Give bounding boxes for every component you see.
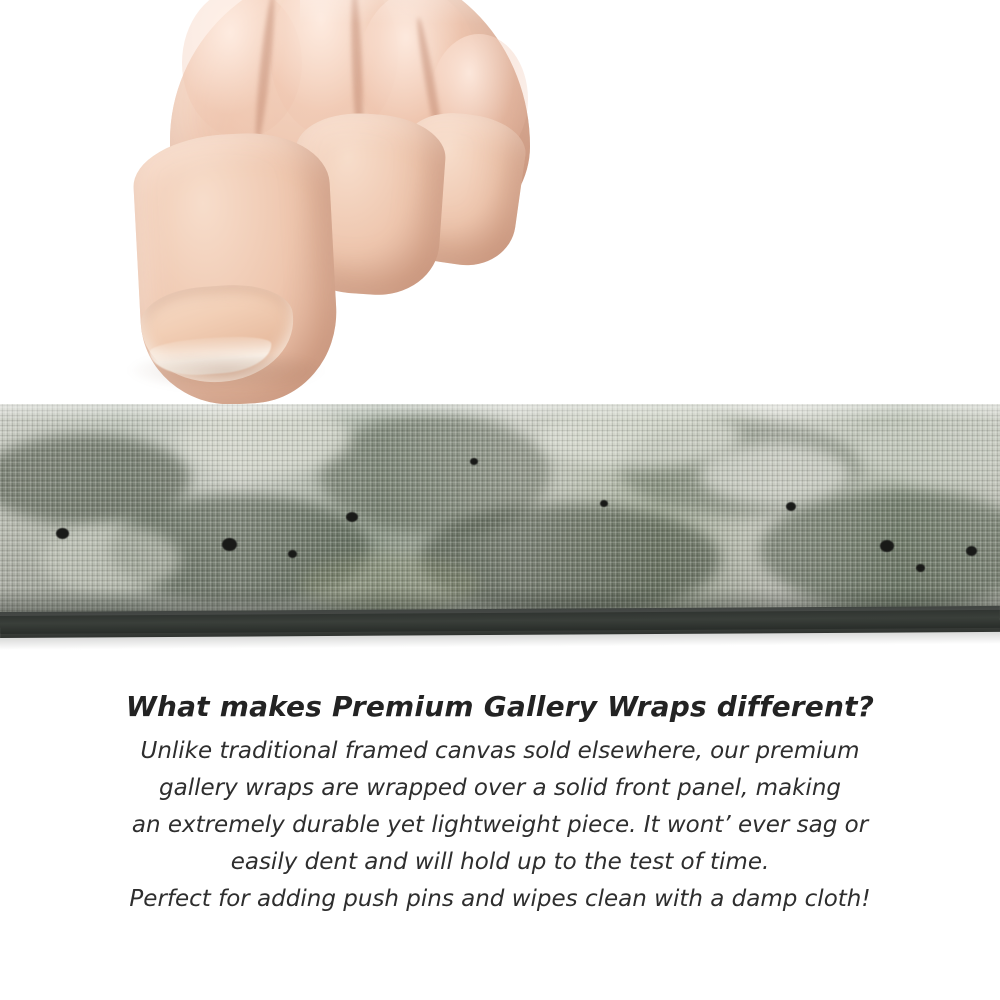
canvas-speck: [916, 564, 925, 572]
hand-graphic: [120, 0, 550, 434]
canvas-weave-horizontal: [0, 404, 1000, 618]
canvas-speck: [288, 550, 297, 558]
canvas-speck: [786, 502, 796, 511]
canvas-top-highlight: [0, 404, 1000, 420]
canvas-speck: [966, 546, 977, 556]
canvas-wrap-edge: [0, 404, 1000, 618]
caption-line: gallery wraps are wrapped over a solid front panel, making: [159, 775, 841, 801]
fingertip-contact-shadow: [126, 356, 326, 392]
caption-block: [0, 690, 1000, 918]
caption-line: Perfect for adding push pins and wipes clean with a damp cloth!: [129, 886, 871, 912]
canvas-speck: [600, 500, 608, 507]
caption-line: Unlike traditional framed canvas sold elsewhere, our premium: [140, 738, 860, 764]
canvas-speck: [56, 528, 69, 539]
canvas-speck: [222, 538, 237, 551]
canvas-speck: [470, 458, 478, 465]
wrist-fade: [300, 0, 550, 24]
caption-line: easily dent and will hold up to the test of time.: [230, 849, 770, 875]
canvas-speck: [346, 512, 358, 522]
caption-line: an extremely durable yet lightweight piece. It wont’ ever sag or: [131, 812, 869, 838]
caption-title: What makes Premium Gallery Wraps different?: [125, 690, 875, 723]
canvas-speck: [880, 540, 894, 552]
